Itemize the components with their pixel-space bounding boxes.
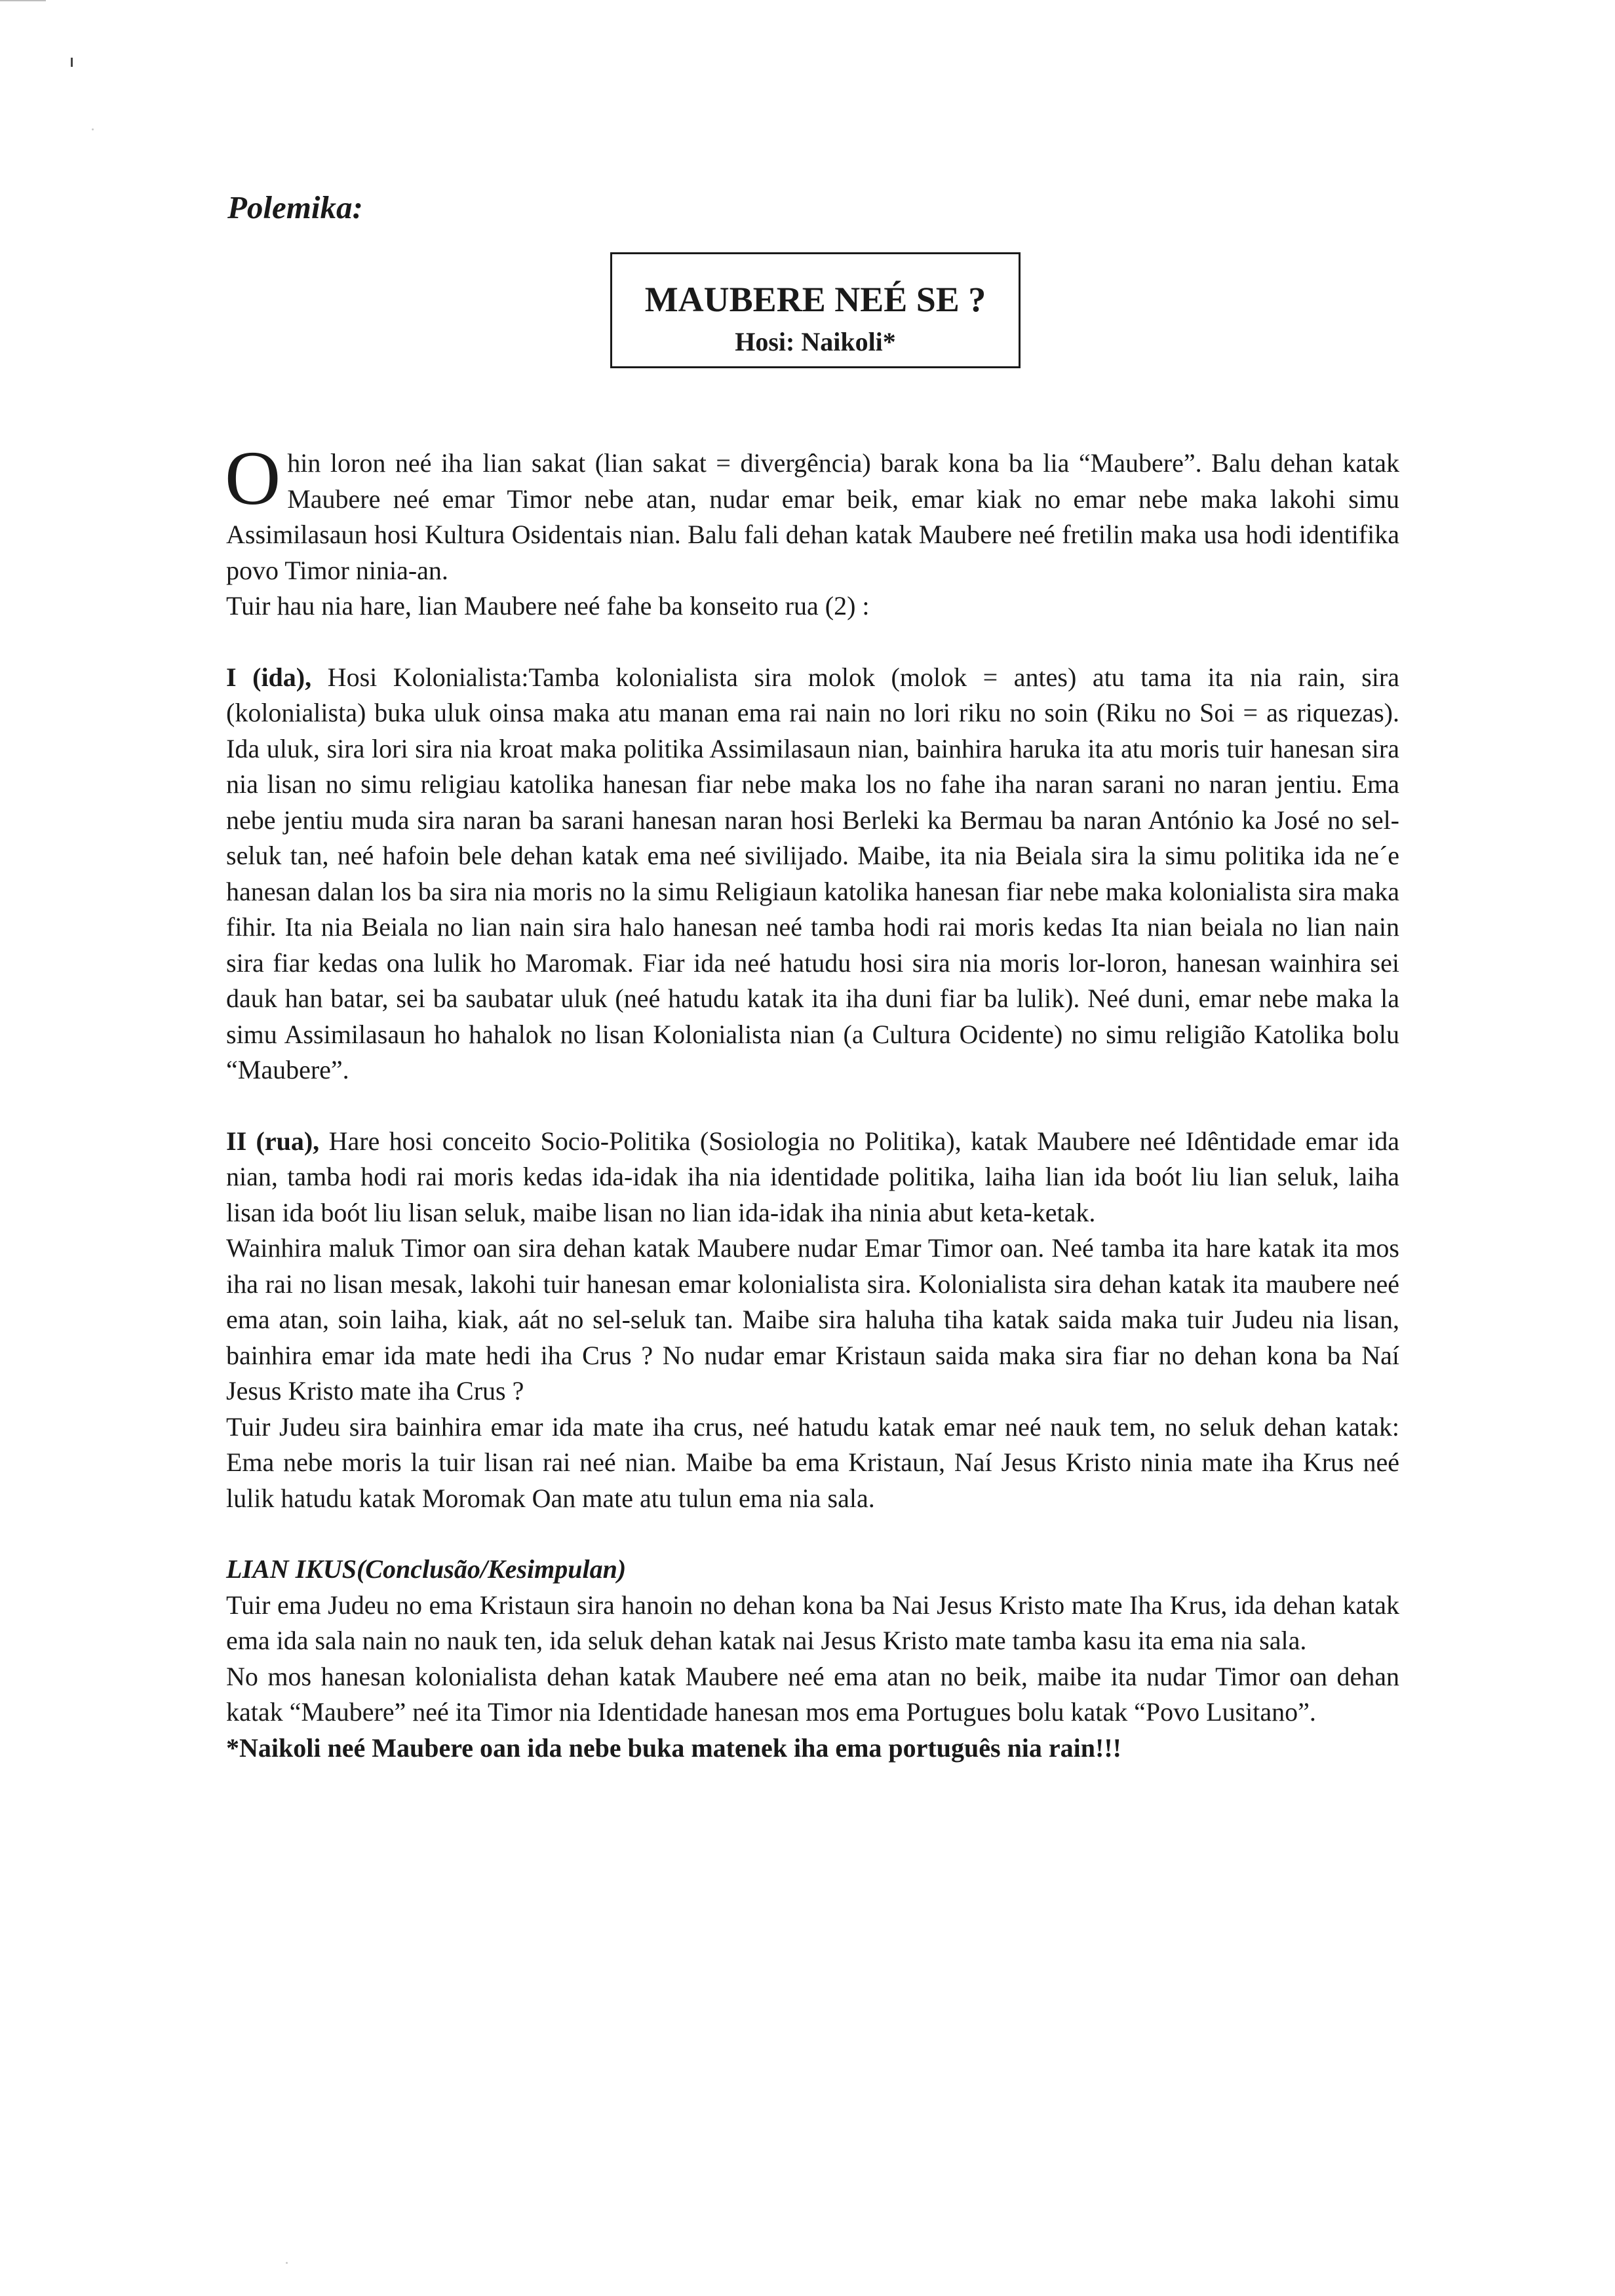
drop-cap: O [225, 435, 281, 521]
point-two-paragraph-3: Tuir Judeu sira bainhira emar ida mate iha crus, neé hatudu katak emar neé nauk tem, no seluk dehan katak: Ema nebe moris la tuir lisan rai neé nian. Maibe ba ema Kristaun, Naí Jesus Kristo ninia mate iha Krus neé lulik hatudu katak Moromak Oan mate atu tulun ema nia sala. [226, 1411, 1399, 1513]
point-two-paragraph [226, 1124, 1399, 1231]
intro-text: hin loron neé iha lian sakat (lian sakat = divergência) barak kona ba lia “Maubere”. Balu dehan katak Maubere neé emar Timor nebe atan, nudar emar beik, emar kiak no emar nebe maka lakohi simu Assimilasaun hosi Kultura Osidentais nian. Balu fali dehan katak Maubere neé fretilin maka usa hodi identifika povo Timor ninia-an. [226, 448, 1399, 585]
intro-line: Tuir hau nia hare, lian Maubere neé fahe ba konseito rua (2) : [226, 591, 870, 621]
title-box [610, 252, 1021, 368]
conclusion-heading: LIAN IKUS(Conclusão/Kesimpulan) [226, 1554, 627, 1584]
point-two-label: II (rua), [226, 1126, 320, 1156]
point-two-text: Hare hosi conceito Socio-Politika (Sosiologia no Politika), katak Maubere neé Idêntidade emar ida nian, tamba hodi rai moris kedas ida-idak iha nia identidade politika, laiha lian ida boót liu lian seluk, laiha lisan ida boót liu lisan seluk, maibe lisan no lian ida-idak iha ninia abut keta-ketak. [226, 1126, 1399, 1227]
author-note: *Naikoli neé Maubere oan ida nebe buka matenek iha ema português nia rain!!! [226, 1732, 1121, 1763]
scan-speck [286, 2262, 288, 2264]
scan-tick-mark [71, 58, 73, 67]
point-one-label: I (ida), [226, 662, 312, 692]
scan-speck [92, 128, 94, 130]
point-one-text: Hosi Kolonialista:Tamba kolonialista sira molok (molok = antes) atu tama ita nia rain, sira (kolonialista) buka uluk oinsa maka atu manan ema rai nain no lori riku no soin (Riku no Soi = as riquezas). Ida uluk, sira lori sira nia kroat maka politika Assimilasaun nian, bainhira haruka ita atu moris tuir hanesan sira nia lisan no simu religiau katolika hanesan fiar nebe maka los no fahe iha naran sarani no naran jentiu. Ema nebe jentiu muda sira naran ba sarani hanesan naran hosi Berleki ka Bermau ba naran António ka José no sel-seluk tan, neé hafoin bele dehan katak ema neé sivilijado. Maibe, ita nia Beiala sira la simu politika ida ne´e hanesan dalan los ba sira nia moris no la simu Religiaun katolika hanesan fiar nebe maka kolonialista sira maka fihir. Ita nia Beiala no lian nain sira halo hanesan neé tamba hodi rai moris kedas Ita nian beiala no lian nain sira fiar kedas ona lulik ho Maromak. Fiar ida neé hatudu hosi sira nia moris lor-loron, hanesan wainhira sei dauk han batar, sei ba saubatar uluk (neé hatudu katak ita iha duni fiar ba lulik). Neé duni, emar nebe maka la simu Assimilasaun ho hahalok no lisan Kolonialista nian (a Cultura Ocidente) no simu religião Katolika bolu “Maubere”. [226, 662, 1399, 1084]
intro-paragraph [225, 435, 1399, 588]
article-author: Hosi: Naikoli* [735, 327, 896, 356]
conclusion-paragraph-1: Tuir ema Judeu no ema Kristaun sira hanoin no dehan kona ba Nai Jesus Kristo mate Iha Krus, ida dehan katak ema ida sala nain no nauk ten, ida seluk dehan katak nai Jesus Kristo mate tamba kasu ita ema nia sala. [226, 1590, 1399, 1655]
article-body [225, 435, 1399, 1766]
section-label: Polemika: [227, 189, 363, 225]
article-title: MAUBERE NEÉ SE ? [644, 280, 986, 319]
scan-edge-mark [0, 0, 46, 1]
point-one-paragraph [226, 660, 1399, 1088]
conclusion-paragraph-2: No mos hanesan kolonialista dehan katak Maubere neé ema atan no beik, maibe ita nudar Timor oan dehan katak “Maubere” neé ita Timor nia Identidade hanesan mos ema Portugues bolu katak “Povo Lusitano”. [226, 1661, 1399, 1727]
point-two-paragraph-2: Wainhira maluk Timor oan sira dehan katak Maubere nudar Emar Timor oan. Neé tamba ita hare katak ita mos iha rai no lisan mesak, lakohi tuir hanesan emar kolonialista sira. Kolonialista sira dehan katak ita maubere neé ema atan, soin laiha, kiak, aát no sel-seluk tan. Maibe sira haluha tiha katak saida maka tuir Judeu nia lisan, bainhira emar ida mate hedi iha Crus ? No nudar emar Kristaun saida maka sira fiar no dehan kona ba Naí Jesus Kristo mate iha Crus ? [226, 1233, 1399, 1406]
